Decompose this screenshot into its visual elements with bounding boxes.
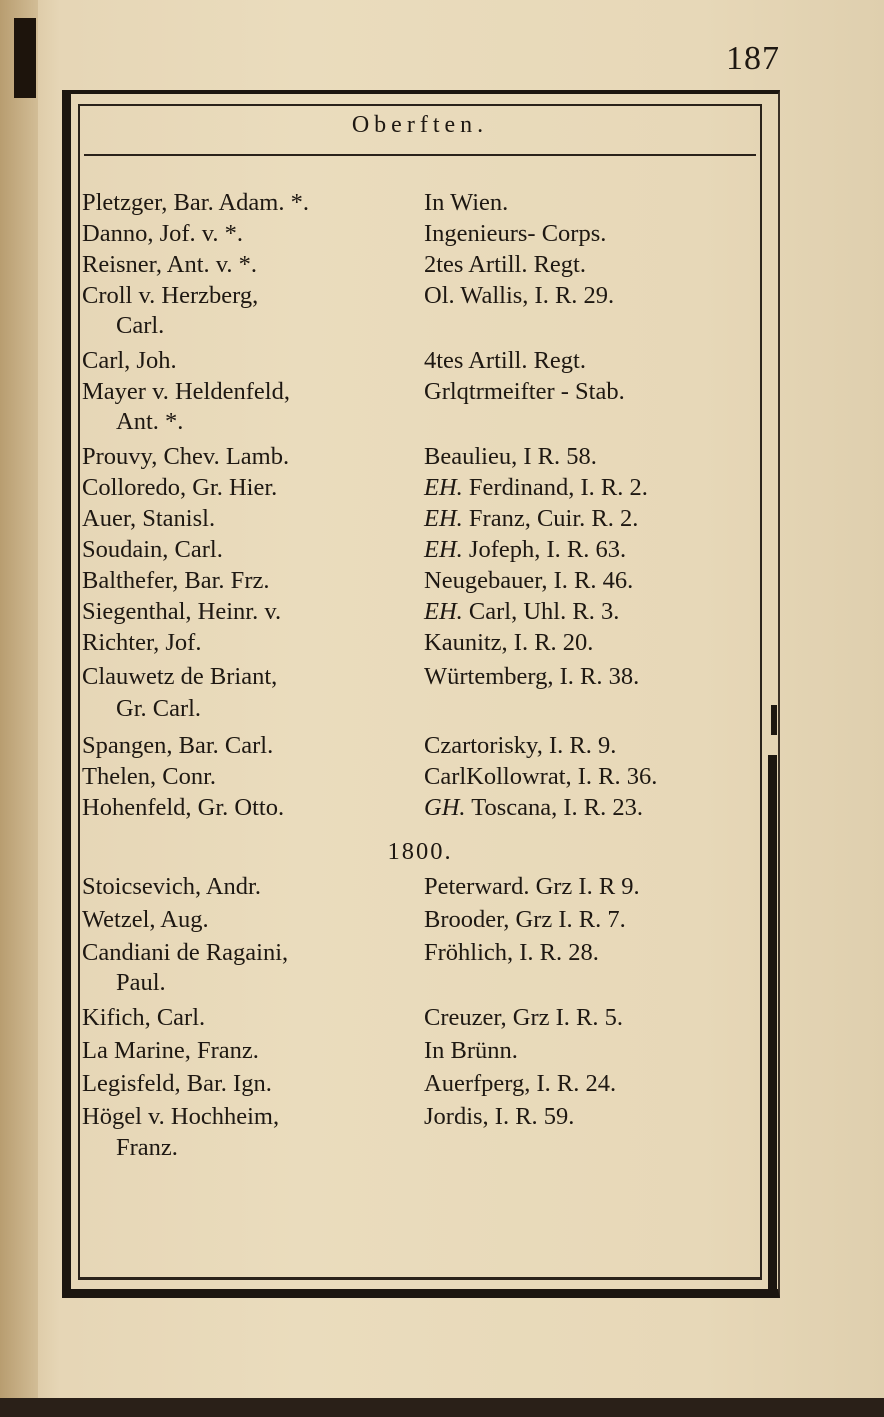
officer-post: Auerfperg, I. R. 24. [424,1070,617,1097]
officer-post: Jordis, I. R. 59. [424,1103,575,1130]
officer-name: Wetzel, Aug. [82,906,209,933]
officer-post: Fröhlich, I. R. 28. [424,939,599,966]
officer-name: Clauwetz de Briant, [82,663,278,690]
officer-post: In Wien. [424,189,509,216]
officer-post [424,535,626,564]
officer-post [424,793,643,822]
post-prefix: GH. [424,794,466,821]
year-heading: 1800. [387,838,453,865]
officer-post: Creuzer, Grz I. R. 5. [424,1004,624,1031]
officer-name: Balthefer, Bar. Frz. [82,567,270,594]
officer-post: In Brünn. [424,1037,518,1064]
officer-post: Grlqtrmeifter - Stab. [424,378,625,405]
post-prefix: EH. [424,505,463,532]
officer-name: Croll v. Herzberg, [82,282,259,309]
post-text: Carl, Uhl. R. 3. [468,598,620,625]
officer-name: Legisfeld, Bar. Ign. [82,1070,272,1097]
book-gutter [0,0,38,1417]
officer-post: 2tes Artill. Regt. [424,251,586,278]
officer-name: Siegenthal, Heinr. v. [82,598,282,625]
officer-name: Auer, Stanisl. [82,505,216,532]
officer-name-cont: Ant. *. [116,408,184,435]
post-text: Jofeph, I. R. 63. [468,536,627,563]
post-prefix: EH. [424,536,463,563]
officer-name-cont: Franz. [116,1134,178,1161]
officer-post: Kaunitz, I. R. 20. [424,629,594,656]
officer-post [424,597,619,626]
heading-rule [84,154,756,156]
officer-post: Ol. Wallis, I. R. 29. [424,282,615,309]
post-text: Toscana, I. R. 23. [471,794,643,821]
officer-name: Mayer v. Heldenfeld, [82,378,290,405]
officer-name-cont: Carl. [116,312,165,339]
officer-post: Brooder, Grz I. R. 7. [424,906,626,933]
officer-name: Candiani de Ragaini, [82,939,289,966]
officer-name: Danno, Jof. v. *. [82,220,244,247]
officer-post: Peterward. Grz I. R 9. [424,873,640,900]
officer-name: Richter, Jof. [82,629,202,656]
officer-post: Beaulieu, I R. 58. [424,443,597,470]
officer-name: La Marine, Franz. [82,1037,259,1064]
frame-right-mark [771,705,777,735]
officer-post: CarlKollowrat, I. R. 36. [424,763,658,790]
frame-right-thick [768,755,777,1295]
officer-name-cont: Paul. [116,969,166,996]
officer-name: Thelen, Conr. [82,763,217,790]
officer-post: Ingenieurs- Corps. [424,220,607,247]
post-text: Ferdinand, I. R. 2. [468,474,648,501]
page-number: 187 [726,40,780,77]
officer-name: Colloredo, Gr. Hier. [82,474,278,501]
officer-name: Reisner, Ant. v. *. [82,251,258,278]
officer-post: 4tes Artill. Regt. [424,347,586,374]
binding-mark [14,18,36,98]
officer-name: Hohenfeld, Gr. Otto. [82,794,285,821]
officer-name: Högel v. Hochheim, [82,1103,280,1130]
post-text: Franz, Cuir. R. 2. [468,505,639,532]
post-prefix: EH. [424,474,463,501]
officer-name: Soudain, Carl. [82,536,223,563]
officer-name: Prouvy, Chev. Lamb. [82,443,290,470]
officer-name: Carl, Joh. [82,347,177,374]
officer-post: Neugebauer, I. R. 46. [424,567,634,594]
officer-post [424,504,638,533]
officer-name-cont: Gr. Carl. [116,695,202,722]
post-prefix: EH. [424,598,463,625]
officer-post: Czartorisky, I. R. 9. [424,732,617,759]
page-bottom-edge [0,1398,884,1417]
officer-name: Kifich, Carl. [82,1004,206,1031]
officer-post: Würtemberg, I. R. 38. [424,663,640,690]
officer-name: Spangen, Bar. Carl. [82,732,274,759]
officer-name: Stoicsevich, Andr. [82,873,261,900]
section-heading: Oberften. [351,112,489,138]
officer-post [424,473,648,502]
officer-name: Pletzger, Bar. Adam. *. [82,189,309,216]
